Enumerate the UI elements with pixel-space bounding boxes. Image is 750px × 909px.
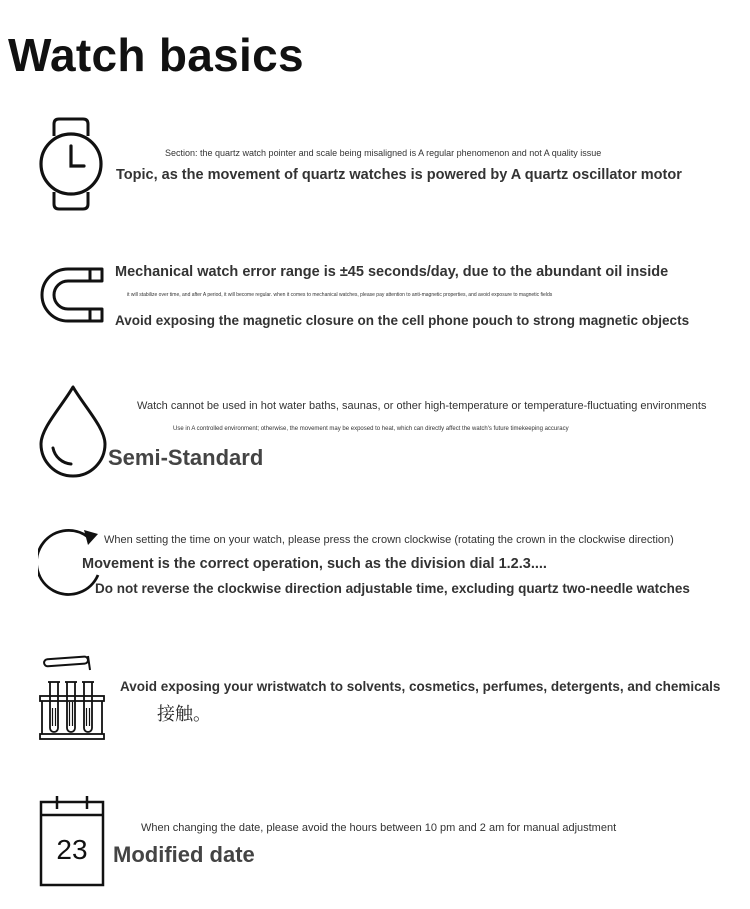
section-date-instruction: When changing the date, please avoid the hours between 10 pm and 2 am for manual adjustment <box>141 822 617 834</box>
section-crown-heading: Movement is the correct operation, such as the division dial 1.2.3.... <box>82 556 547 572</box>
magnet-icon <box>38 266 106 324</box>
section-water-label: Semi-Standard <box>108 445 264 470</box>
section-crown-instruction: When setting the time on your watch, please press the crown clockwise (rotating the crown in the clockwise direction) <box>104 534 674 546</box>
calendar-day: 23 <box>56 834 88 865</box>
test-tubes-icon <box>38 652 108 744</box>
page-title: Watch basics <box>8 29 304 81</box>
water-drop-icon <box>38 384 108 478</box>
clock-icon <box>38 116 104 212</box>
section-magnet-note: it will stabilize over time, and after A period, it will become regular. when it comes to mechanical watches, please pay attention to anti-magnetic properties, and avoid exposure to magnetic fields <box>127 292 553 298</box>
section-magnet-heading: Mechanical watch error range is ±45 seconds/day, due to the abundant oil inside <box>115 264 669 280</box>
section-water-warning: Watch cannot be used in hot water baths, saunas, or other high-temperature or temperature-fluctuating environments <box>137 400 707 412</box>
section-clock-note: Section: the quartz watch pointer and scale being misaligned is A regular phenomenon and not A quality issue <box>165 148 602 158</box>
calendar-icon <box>38 793 106 887</box>
section-magnet-advice: Avoid exposing the magnetic closure on the cell phone pouch to strong magnetic objects <box>115 313 690 328</box>
section-water-note: Use in A controlled environment; otherwise, the movement may be exposed to heat, which can directly affect the watch's future timekeeping accuracy <box>173 426 569 432</box>
section-date-label: Modified date <box>113 842 255 867</box>
section-clock-topic: Topic, as the movement of quartz watches is powered by A quartz oscillator motor <box>116 167 682 183</box>
section-chemicals-warning: Avoid exposing your wristwatch to solvents, cosmetics, perfumes, detergents, and chemicals <box>120 679 721 694</box>
section-crown-warning: Do not reverse the clockwise direction adjustable time, excluding quartz two-needle watches <box>95 581 690 596</box>
section-chemicals-contact: 接触。 <box>157 704 211 725</box>
